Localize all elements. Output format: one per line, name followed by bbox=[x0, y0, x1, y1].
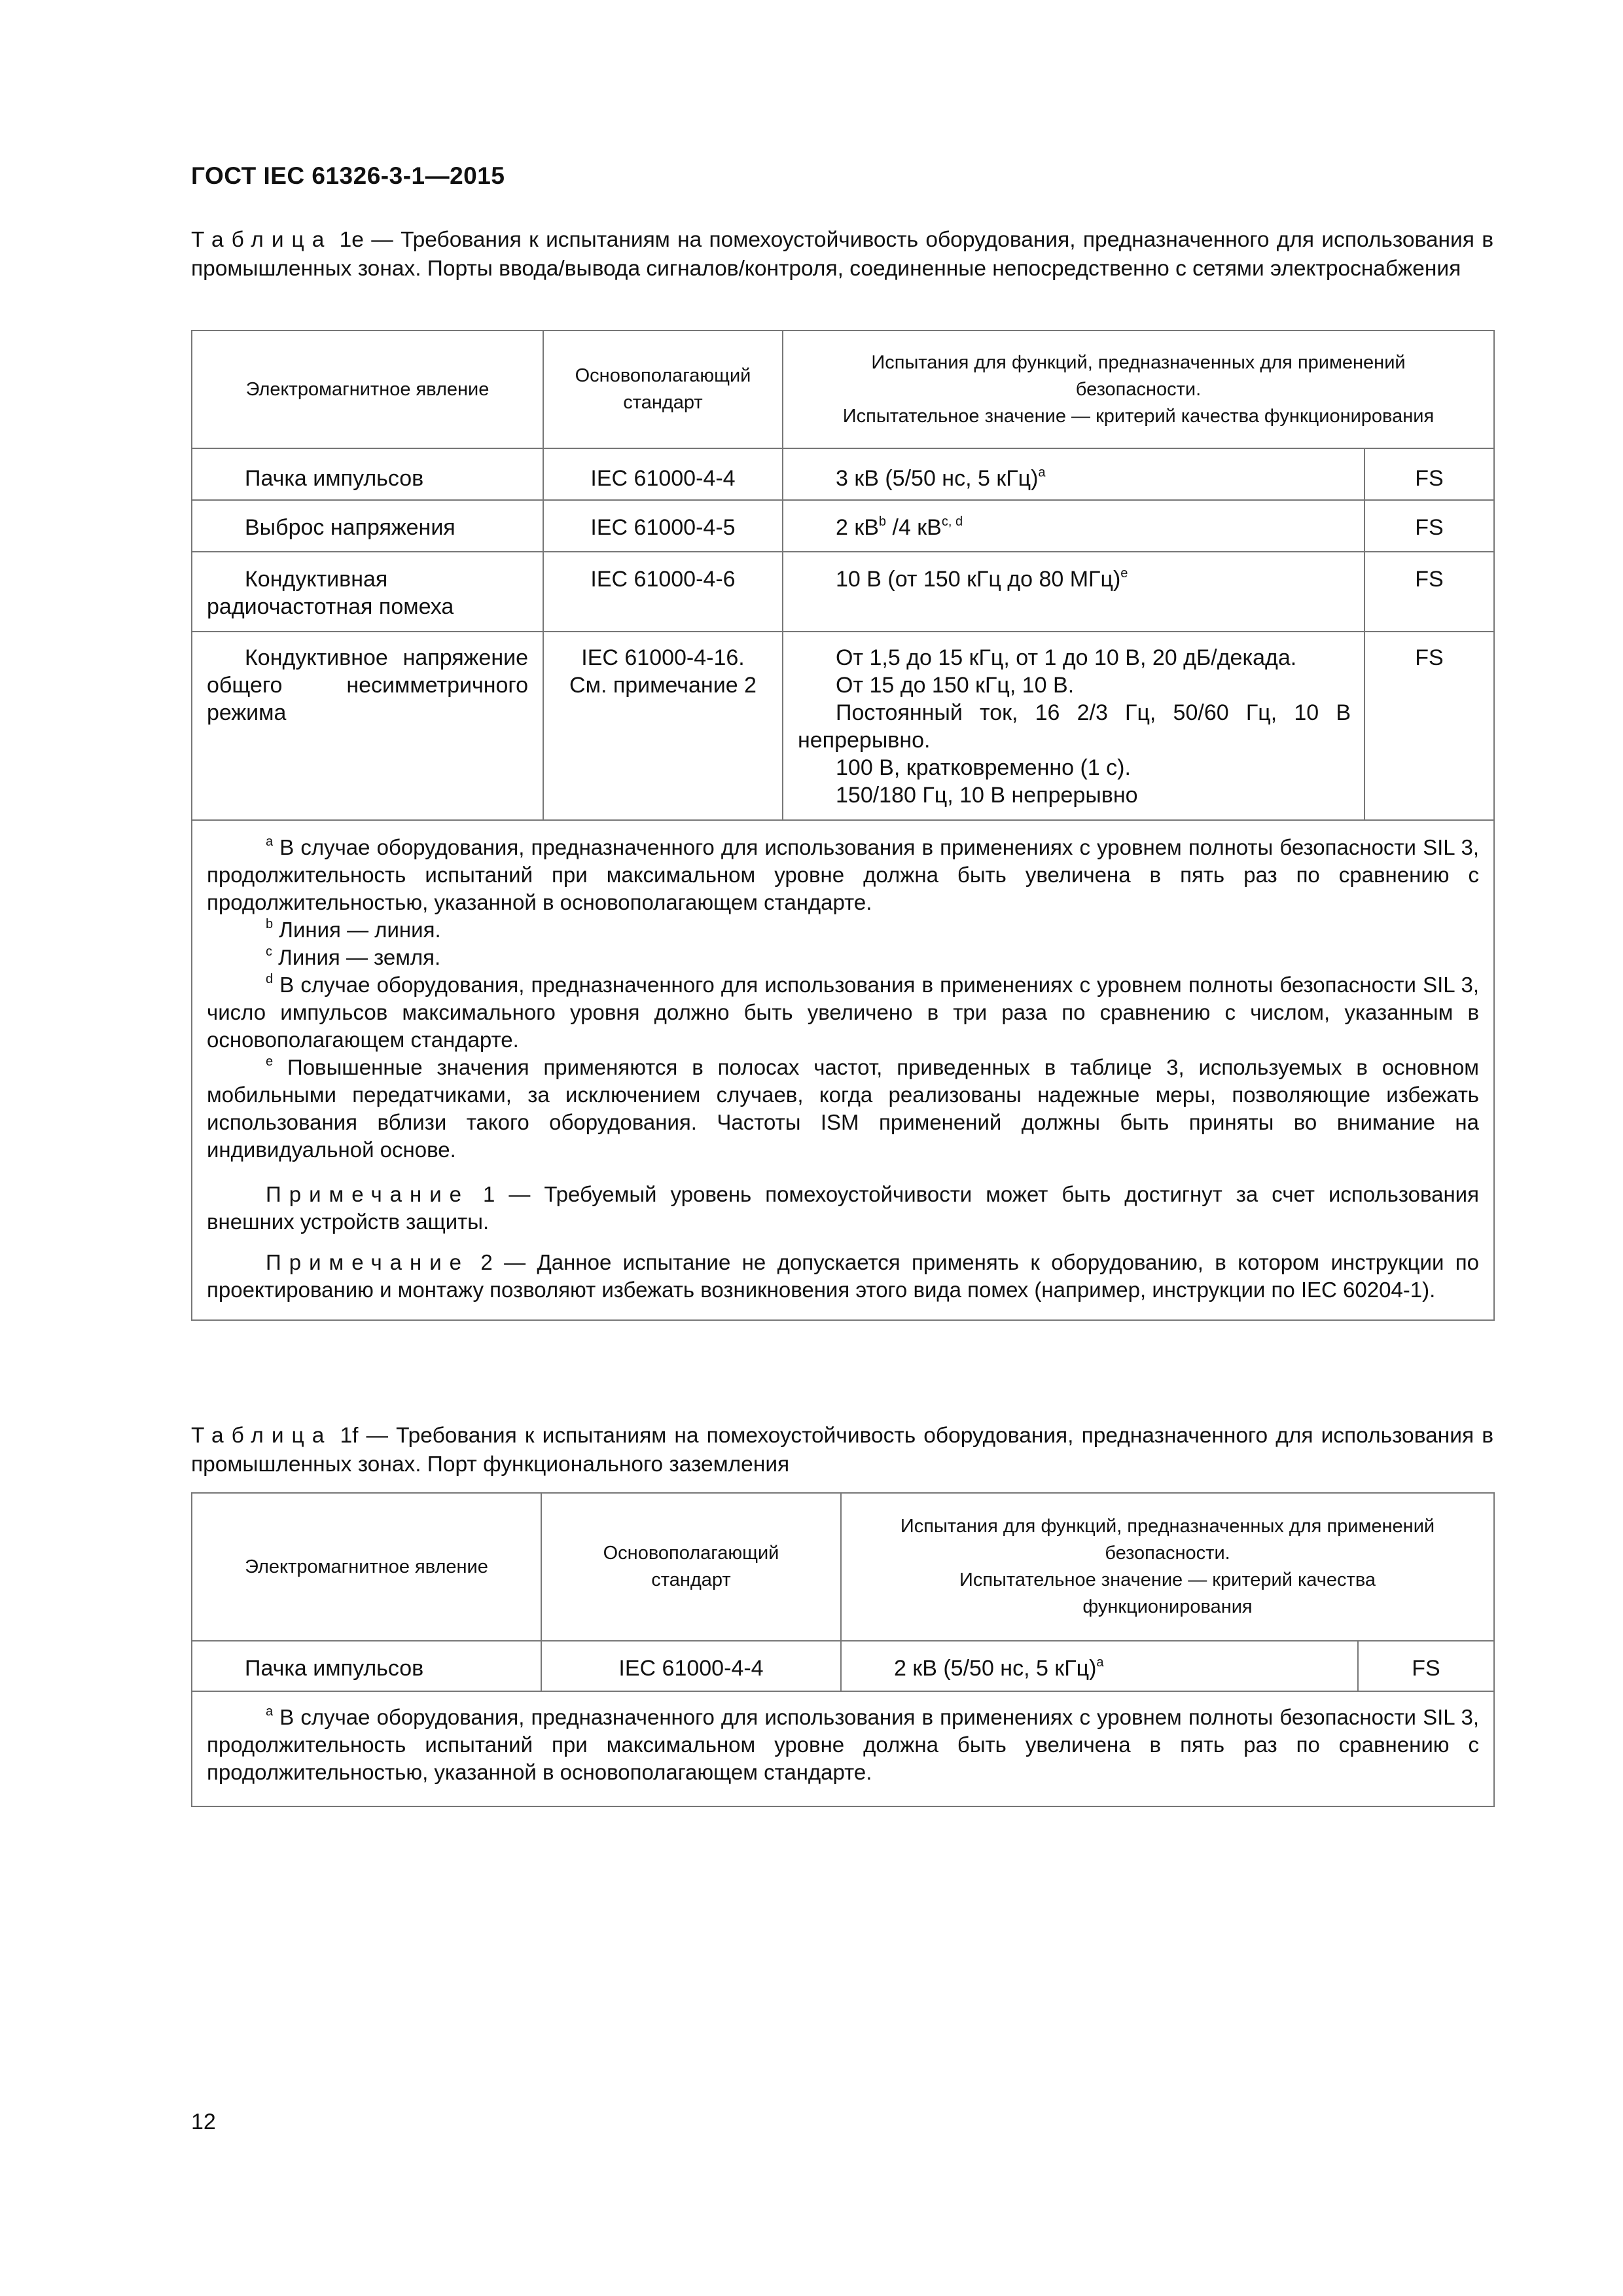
document-title: ГОСТ IEC 61326-3-1—2015 bbox=[191, 162, 505, 189]
row-value: 2 $кВ^b$ /4 кВ$^{c, d}$ bbox=[783, 500, 1364, 552]
table-row bbox=[192, 632, 1494, 820]
note: Примечание 1 — Требуемый уровень помехоустойчивости может быть достигнут за счет использования внешних устройств защиты. bbox=[207, 1182, 1479, 1234]
header-phenomenon: Электромагнитное явление bbox=[192, 331, 543, 448]
header-standard: Основополагающий стандарт bbox=[541, 1493, 841, 1641]
row-phenomenon: Пачка импульсов bbox=[192, 1641, 541, 1691]
table-row bbox=[192, 1641, 1494, 1691]
table-1f-caption bbox=[191, 1422, 1493, 1479]
table-1e-footnotes bbox=[192, 820, 1494, 1320]
footnote: $^a$ В случае оборудования, предназначенного для использования в применениях с уровнем полноты безопасности SIL 3, продолжительность испытаний при максимальном уровне должна быть увеличена в пять раз по сравнению с продолжительностью, указанной в основополагающем стандарте. bbox=[207, 1704, 1480, 1784]
row-criterion: FS bbox=[1364, 552, 1494, 632]
header-phenomenon: Электромагнитное явление bbox=[192, 1493, 541, 1641]
row-standard: IEC 61000-4-5 bbox=[543, 500, 783, 552]
row-value: 2 кВ (5/50 нс, 5 кГц)$^a$ bbox=[841, 1641, 1358, 1691]
table-1e-header-row bbox=[192, 331, 1494, 448]
row-phenomenon: Пачка импульсов bbox=[192, 448, 543, 500]
header-tests-line1: Испытания для функций, предназначенных для применений безопасности. bbox=[900, 1516, 1435, 1564]
header-tests bbox=[841, 1493, 1494, 1641]
table-1e bbox=[191, 330, 1495, 1321]
row-standard: IEC 61000-4-6 bbox=[543, 552, 783, 632]
row-value: От 1,5 до 15 кГц, от 1 до 10 В, 20 дБ/декада. От 15 до 150 кГц, 10 В. Постоянный ток, 16 2/3 Гц, 50/60 Гц, 10 В непрерывно. 100 В, кратковременно (1 с). 150/180 Гц, 10 В непрерывно bbox=[783, 632, 1364, 820]
row-criterion: FS bbox=[1358, 1641, 1494, 1691]
table-1e-caption bbox=[191, 226, 1493, 283]
table-row bbox=[192, 448, 1494, 500]
header-tests bbox=[783, 331, 1494, 448]
table-1f-header-row bbox=[192, 1493, 1494, 1641]
table-row bbox=[192, 500, 1494, 552]
footnote: $^b$ Линия — линия. bbox=[266, 917, 441, 942]
footnote: $^a$ В случае оборудования, предназначенного для использования в применениях с уровнем полноты безопасности SIL 3, продолжительность испытаний при максимальном уровне должна быть увеличена в пять раз по сравнению с продолжительностью, указанной в основополагающем стандарте. bbox=[207, 834, 1479, 914]
row-standard: IEC 61000-4-16. См. примечание 2 bbox=[543, 632, 783, 820]
header-standard: Основополагающий стандарт bbox=[543, 331, 783, 448]
row-value: 3 кВ (5/50 нс, 5 кГц)$^a$ bbox=[783, 448, 1364, 500]
row-standard: IEC 61000-4-4 bbox=[543, 448, 783, 500]
note: Примечание 2 — Данное испытание не допускается применять к оборудованию, в котором инструкции по проектированию и монтажу позволяют избежать возникновения этого вида помех (например, инструкции по IEC 60204-1). bbox=[207, 1250, 1479, 1302]
header-tests-line1: Испытания для функций, предназначенных для применений безопасности. bbox=[871, 351, 1406, 400]
table-1e-caption-text: 1е — Требования к испытаниям на помехоустойчивость оборудования, предназначенного для использования в промышленных зонах. Порты ввода/вывода сигналов/контроля, соединенные непосредственно с сетями электроснабжения bbox=[191, 228, 1493, 281]
table-1e-footnotes-row bbox=[192, 820, 1494, 1320]
row-standard: IEC 61000-4-4 bbox=[541, 1641, 841, 1691]
table-1f-caption-word: Таблица bbox=[191, 1424, 332, 1448]
page-number: 12 bbox=[191, 2109, 216, 2134]
footnote: $^c$ Линия — земля. bbox=[266, 944, 441, 969]
footnote: $^e$ Повышенные значения применяются в полосах частот, приведенных в таблице 3, используемых в основном мобильными передатчиками, за исключением случаев, когда реализованы надежные меры, позволяющие избежать использования вблизи такого оборудования. Частоты ISM применений должны быть приняты во внимание на индивидуальной основе. bbox=[207, 1054, 1479, 1162]
header-tests-line2: Испытательное значение — критерий качества функционирования bbox=[842, 405, 1435, 427]
footnote: $^d$ В случае оборудования, предназначенного для использования в применениях с уровнем полноты безопасности SIL 3, число импульсов максимального уровня должно быть увеличено в три раза по сравнению с числом, указанным в основополагающем стандарте. bbox=[207, 972, 1479, 1052]
table-1f-footnotes-row bbox=[192, 1691, 1494, 1806]
row-criterion: FS bbox=[1364, 448, 1494, 500]
row-criterion: FS bbox=[1364, 500, 1494, 552]
table-1e-caption-word: Таблица bbox=[191, 228, 332, 252]
row-criterion: FS bbox=[1364, 632, 1494, 820]
table-row bbox=[192, 552, 1494, 632]
table-1f-caption-text: 1f — Требования к испытаниям на помехоустойчивость оборудования, предназначенного для использования в промышленных зонах. Порт функционального заземления bbox=[191, 1424, 1493, 1477]
row-phenomenon: Кондуктивное напряжение общего несимметричного режима bbox=[192, 632, 543, 820]
row-value: 10 В (от 150 кГц до 80 МГц)$^e$ bbox=[783, 552, 1364, 632]
table-1f bbox=[191, 1492, 1495, 1807]
row-phenomenon: Кондуктивная радиочастотная помеха bbox=[192, 552, 543, 632]
row-phenomenon: Выброс напряжения bbox=[192, 500, 543, 552]
header-tests-line2: Испытательное значение — критерий качества функционирования bbox=[959, 1570, 1376, 1617]
table-1f-footnotes bbox=[192, 1691, 1494, 1806]
